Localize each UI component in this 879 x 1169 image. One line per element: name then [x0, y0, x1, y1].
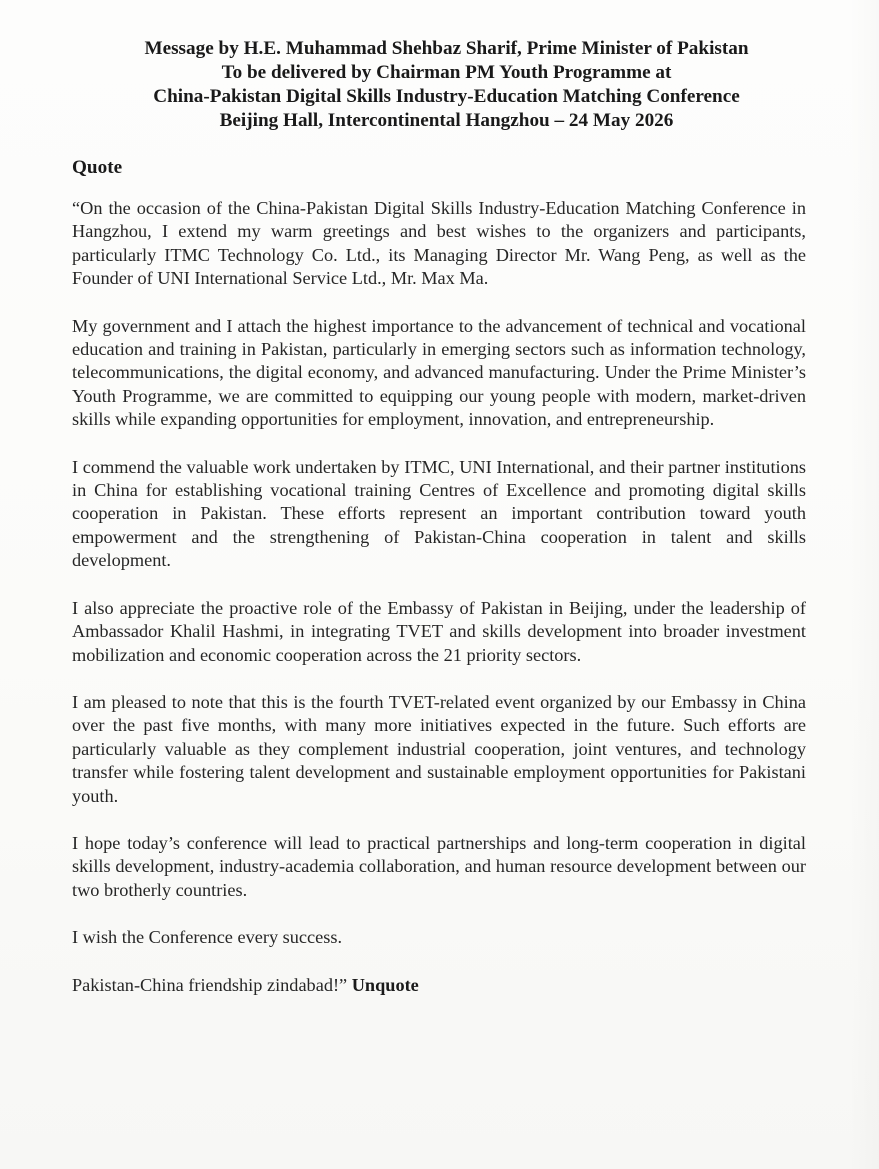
header-delivery-line: To be delivered by Chairman PM Youth Programme at: [221, 62, 672, 83]
paragraph-government-priority: My government and I attach the highest importance to the advancement of technical and vocational education and training in Pakistan, particularly in emerging sectors such as information technology, telecommunications, the digital economy, and advanced manufacturing. Under the Prime Minister’s Youth Programme, we are committed to equipping our young people with modern, market-driven skills while expanding opportunities for employment, innovation, and entrepreneurship.: [72, 315, 806, 430]
paragraph-commendation: I commend the valuable work undertaken by ITMC, UNI International, and their partner institutions in China for establishing vocational training Centres of Excellence and promoting digital skills cooperation in Pakistan. These efforts represent an important contribution toward youth empowerment and the strengthening of Pakistan-China cooperation in talent and skills development.: [72, 456, 806, 571]
header-title-line: Message by H.E. Muhammad Shehbaz Sharif, Prime Minister of Pakistan: [144, 38, 749, 59]
quote-label: Quote: [72, 157, 123, 178]
unquote-label: Unquote: [351, 974, 419, 995]
closing-text: Pakistan-China friendship zindabad!”: [72, 974, 348, 995]
header-conference-line: China-Pakistan Digital Skills Industry-Education Matching Conference: [153, 86, 740, 107]
paragraph-wishes: I wish the Conference every success.: [72, 927, 343, 948]
page-edge-shadow: [849, 0, 879, 1169]
paragraph-hope: I hope today’s conference will lead to practical partnerships and long-term cooperation in digital skills development, industry-academia collaboration, and human resource development between our two brotherly countries.: [72, 832, 806, 900]
document-header: [0, 37, 879, 133]
paragraph-greetings: “On the occasion of the China-Pakistan Digital Skills Industry-Education Matching Conference in Hangzhou, I extend my warm greetings and best wishes to the organizers and participants, particularly ITMC Technology Co. Ltd., its Managing Director Mr. Wang Peng, as well as the Founder of UNI International Service Ltd., Mr. Max Ma.: [72, 198, 806, 289]
paragraph-embassy-role: I also appreciate the proactive role of the Embassy of Pakistan in Beijing, under the leadership of Ambassador Khalil Hashmi, in integrating TVET and skills development into broader investment mobilization and economic cooperation across the 21 priority sectors.: [72, 597, 806, 665]
header-venue-date-line: Beijing Hall, Intercontinental Hangzhou – 24 May 2026: [219, 110, 674, 131]
paragraph-tvet-events: I am pleased to note that this is the fourth TVET-related event organized by our Embassy in China over the past five months, with many more initiatives expected in the future. Such efforts are particularly valuable as they complement industrial cooperation, joint ventures, and technology transfer while fostering talent development and sustainable employment opportunities for Pakistani youth.: [72, 691, 806, 806]
message-body: [72, 197, 806, 997]
paragraph-closing: [72, 974, 806, 997]
